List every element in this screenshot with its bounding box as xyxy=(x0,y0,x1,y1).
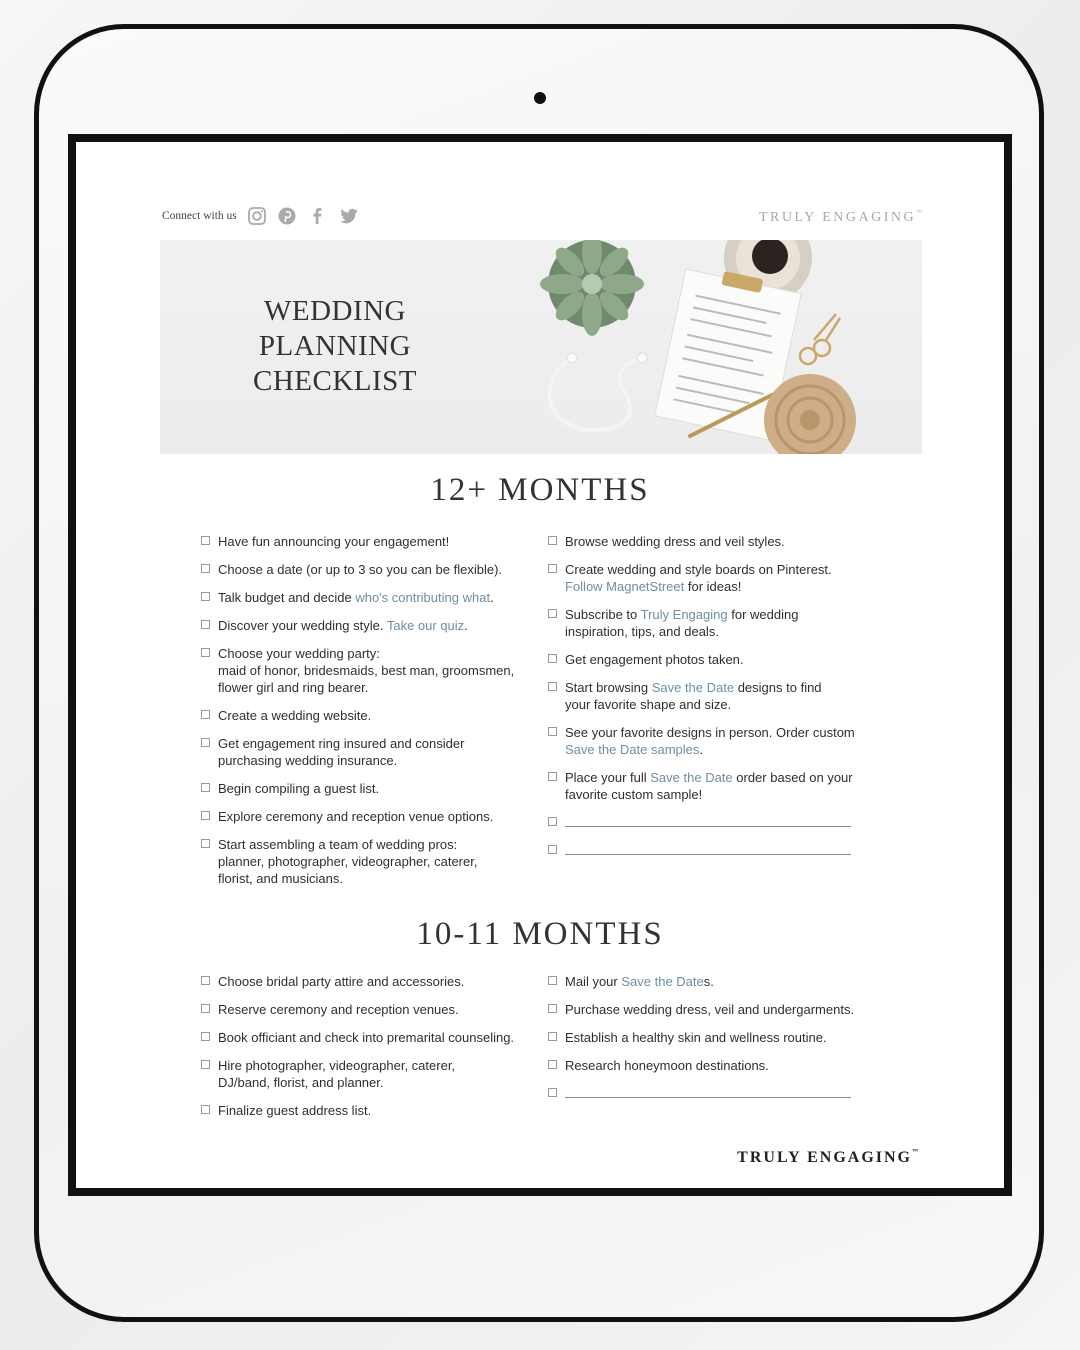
inline-link[interactable]: who's contributing what xyxy=(355,590,491,605)
blank-line[interactable] xyxy=(565,826,851,827)
checklist-item[interactable]: Mail your Save the Dates. xyxy=(548,973,888,990)
checkbox[interactable] xyxy=(548,772,557,781)
checkbox[interactable] xyxy=(201,783,210,792)
section-title-10-11-months: 10-11 MONTHS xyxy=(416,916,664,952)
checkbox[interactable] xyxy=(548,654,557,663)
checkbox[interactable] xyxy=(201,710,210,719)
checkbox[interactable] xyxy=(548,1032,557,1041)
instagram-icon[interactable] xyxy=(247,206,267,226)
inline-link[interactable]: Save the Date samples xyxy=(565,742,700,757)
flatlay-photo xyxy=(510,240,922,454)
earphones xyxy=(550,358,643,431)
checklist-item[interactable]: Start browsing Save the Date designs to find your favorite shape and size. xyxy=(548,679,888,713)
checkbox[interactable] xyxy=(201,839,210,848)
checkbox[interactable] xyxy=(201,1004,210,1013)
hero-banner xyxy=(160,240,922,454)
checklist-item[interactable]: Choose your wedding party: maid of honor, bridesmaids, best man, groomsmen, flower girl and ring bearer. xyxy=(201,645,541,696)
checkbox[interactable] xyxy=(548,564,557,573)
checkbox[interactable] xyxy=(548,682,557,691)
checklist-item[interactable]: Have fun announcing your engagement! xyxy=(201,533,541,550)
section-title-12-months: 12+ MONTHS xyxy=(430,472,650,508)
twitter-icon[interactable] xyxy=(337,206,361,226)
checkbox[interactable] xyxy=(201,592,210,601)
inline-link[interactable]: Save the Date xyxy=(650,770,733,785)
checklist-item[interactable]: Create wedding and style boards on Pinterest. Follow MagnetStreet for ideas! xyxy=(548,561,888,595)
checkbox[interactable] xyxy=(201,648,210,657)
checkbox[interactable] xyxy=(201,1105,210,1114)
camera-dot xyxy=(534,92,546,104)
checklist-item[interactable]: Place your full Save the Date order based on your favorite custom sample! xyxy=(548,769,888,803)
checklist-item[interactable]: Reserve ceremony and reception venues. xyxy=(201,1001,541,1018)
inline-link[interactable]: Take our quiz xyxy=(386,618,465,633)
checkbox[interactable] xyxy=(548,1060,557,1069)
checklist-item[interactable]: Choose bridal party attire and accessories. xyxy=(201,973,541,990)
checklist-item[interactable]: Create a wedding website. xyxy=(201,707,541,724)
inline-link[interactable]: Save the Date xyxy=(565,742,648,757)
checkbox[interactable] xyxy=(201,564,210,573)
checkbox[interactable] xyxy=(201,1032,210,1041)
checklist-item[interactable]: Discover your wedding style. Take our quiz. xyxy=(201,617,541,634)
checklist-item[interactable]: Research honeymoon destinations. xyxy=(548,1057,888,1074)
checklist-item[interactable]: Finalize guest address list. xyxy=(201,1102,541,1119)
checklist-item[interactable]: Start assembling a team of wedding pros: planner, photographer, videographer, caterer, florist, and musicians. xyxy=(201,836,541,887)
checklist-item[interactable]: Subscribe to Truly Engaging for wedding inspiration, tips, and deals. xyxy=(548,606,888,640)
inline-link[interactable]: Save the Date xyxy=(621,974,704,989)
checkbox[interactable] xyxy=(548,1088,557,1097)
checkbox[interactable] xyxy=(548,976,557,985)
checklist-item[interactable]: Purchase wedding dress, veil and undergarments. xyxy=(548,1001,888,1018)
checklist-item[interactable]: Get engagement photos taken. xyxy=(548,651,888,668)
checkbox[interactable] xyxy=(201,1060,210,1069)
checkbox[interactable] xyxy=(548,536,557,545)
connect-label: Connect with us xyxy=(162,210,237,222)
checkbox[interactable] xyxy=(201,536,210,545)
checklist-item[interactable]: Talk budget and decide who's contributing what. xyxy=(201,589,541,606)
inline-link[interactable]: Follow MagnetStreet xyxy=(565,579,685,594)
checklist-item[interactable]: See your favorite designs in person. Order custom Save the Date samples. xyxy=(548,724,888,758)
checklist-item[interactable]: Explore ceremony and reception venue options. xyxy=(201,808,541,825)
checkbox[interactable] xyxy=(201,976,210,985)
checklist-item[interactable]: Book officiant and check into premarital counseling. xyxy=(201,1029,541,1046)
checklist-item[interactable]: Choose a date (or up to 3 so you can be flexible). xyxy=(201,561,541,578)
title-line: CHECKLIST xyxy=(253,365,417,397)
connect-with-us xyxy=(162,206,361,226)
gold-scissors xyxy=(800,314,840,364)
pinterest-icon[interactable] xyxy=(277,206,297,226)
checklist-item[interactable]: Browse wedding dress and veil styles. xyxy=(548,533,888,550)
checkbox[interactable] xyxy=(548,727,557,736)
checkbox[interactable] xyxy=(548,1004,557,1013)
brand-logo-bottom[interactable]: TRULY ENGAGING™ xyxy=(737,1149,918,1166)
facebook-icon[interactable] xyxy=(307,206,327,226)
checklist-item[interactable]: Establish a healthy skin and wellness routine. xyxy=(548,1029,888,1046)
checkbox[interactable] xyxy=(201,620,210,629)
inline-link[interactable]: Truly Engaging xyxy=(640,607,728,622)
brand-logo-top[interactable]: TRULY ENGAGING™ xyxy=(758,210,922,225)
page-title xyxy=(200,294,470,399)
checkbox[interactable] xyxy=(548,609,557,618)
checklist-item[interactable]: Begin compiling a guest list. xyxy=(201,780,541,797)
checkbox[interactable] xyxy=(201,738,210,747)
checkbox[interactable] xyxy=(548,817,557,826)
checkbox[interactable] xyxy=(201,811,210,820)
blank-line[interactable] xyxy=(565,1097,851,1098)
checklist-item[interactable]: Get engagement ring insured and consider purchasing wedding insurance. xyxy=(201,735,541,769)
checklist-item[interactable]: Hire photographer, videographer, caterer, DJ/band, florist, and planner. xyxy=(201,1057,541,1091)
document-page xyxy=(68,134,1012,1196)
title-line: PLANNING xyxy=(258,330,412,362)
title-line: WEDDING xyxy=(263,295,406,327)
blank-line[interactable] xyxy=(565,854,851,855)
checkbox[interactable] xyxy=(548,845,557,854)
inline-link[interactable]: Save the Date xyxy=(651,680,735,695)
